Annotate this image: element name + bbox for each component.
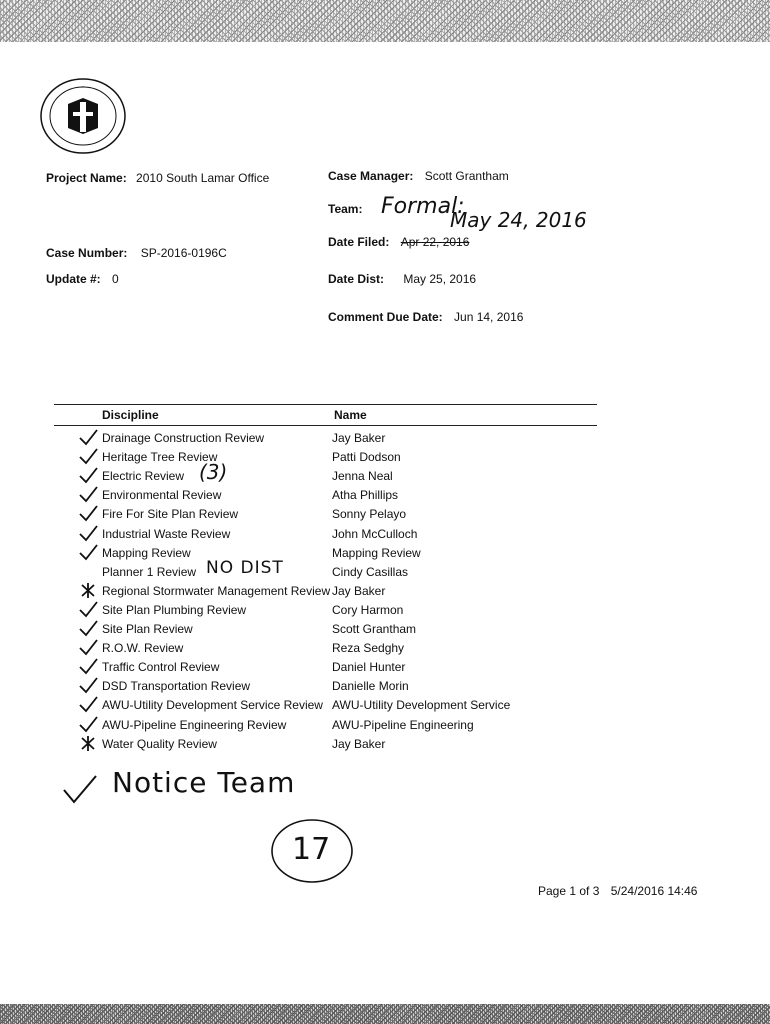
check-mark-icon <box>78 676 98 694</box>
empty-mark <box>78 562 98 580</box>
table-row <box>0 679 770 698</box>
table-header-rule <box>54 425 597 426</box>
asterisk-mark-icon <box>78 734 98 752</box>
case-manager-value: Scott Grantham <box>424 169 509 183</box>
team-field <box>328 202 362 216</box>
discipline-cell: Drainage Construction Review <box>102 431 265 445</box>
discipline-cell: Water Quality Review <box>102 736 217 751</box>
discipline-cell: AWU-Utility Development Service Review <box>102 698 323 713</box>
reviewer-name-cell: Sonny Pelayo <box>332 507 407 522</box>
table-top-rule <box>54 404 597 405</box>
table-row <box>0 603 770 622</box>
comment-due-value: Jun 14, 2016 <box>454 310 524 324</box>
date-filed-field <box>328 235 469 249</box>
table-row <box>0 641 770 660</box>
table-row <box>0 507 770 526</box>
team-label: Team: <box>328 202 363 216</box>
discipline-cell: Heritage Tree Review <box>102 450 218 465</box>
table-row <box>0 469 770 488</box>
project-name-value: 2010 South Lamar Office <box>136 171 270 185</box>
reviewer-name-cell: Cory Harmon <box>332 602 404 617</box>
handwritten-formal: Formal: <box>381 194 465 219</box>
handwritten-planner-note: NO DIST <box>206 558 284 578</box>
table-row <box>0 660 770 679</box>
update-value: 0 <box>112 272 119 286</box>
reviewer-name-cell: Cindy Casillas <box>332 564 409 579</box>
table-row <box>0 584 770 603</box>
handwritten-formal-date: May 24, 2016 <box>450 208 587 232</box>
table-row <box>0 488 770 507</box>
discipline-cell: Electric Review <box>102 469 185 484</box>
discipline-cell: Traffic Control Review <box>102 660 220 675</box>
discipline-cell: Industrial Waste Review <box>102 526 231 541</box>
scan-noise-bottom <box>0 1004 770 1024</box>
discipline-cell: Planner 1 Review <box>102 564 197 579</box>
check-mark-icon <box>78 466 98 484</box>
date-dist-value: May 25, 2016 <box>403 272 477 286</box>
discipline-cell: Environmental Review <box>102 488 222 503</box>
table-row <box>0 546 770 565</box>
date-dist-label: Date Dist: <box>328 272 385 286</box>
name-header: Name <box>334 408 367 422</box>
update-field <box>46 272 119 286</box>
table-row <box>0 450 770 469</box>
reviewer-name-cell: Atha Phillips <box>332 488 399 503</box>
check-mark-icon <box>78 485 98 503</box>
discipline-cell: Site Plan Plumbing Review <box>102 602 247 617</box>
comment-due-field <box>328 310 523 324</box>
reviewer-name-cell: Jay Baker <box>332 431 386 445</box>
case-number-label: Case Number: <box>46 246 128 260</box>
check-mark-icon <box>78 543 98 561</box>
discipline-cell: AWU-Pipeline Engineering Review <box>102 717 287 732</box>
reviewer-name-cell: Scott Grantham <box>332 622 417 636</box>
page-footer <box>538 884 697 898</box>
date-filed-label: Date Filed: <box>328 235 390 249</box>
check-mark-icon <box>78 619 98 637</box>
reviewer-name-cell: AWU-Utility Development Service <box>332 698 511 713</box>
check-mark-icon <box>78 638 98 656</box>
table-row <box>0 527 770 546</box>
handwritten-check-icon <box>60 772 100 806</box>
check-mark-icon <box>78 600 98 618</box>
reviewer-name-cell: Jay Baker <box>332 583 386 598</box>
check-mark-icon <box>78 695 98 713</box>
check-mark-icon <box>78 504 98 522</box>
page-counter: Page 1 of 3 <box>538 884 600 898</box>
table-row <box>0 698 770 717</box>
handwritten-electric-note: (3) <box>199 460 228 484</box>
discipline-cell: R.O.W. Review <box>102 641 184 656</box>
discipline-cell: Mapping Review <box>102 545 191 560</box>
discipline-cell: DSD Transportation Review <box>102 679 251 694</box>
city-seal-icon <box>38 76 128 156</box>
check-mark-icon <box>78 428 98 446</box>
discipline-header: Discipline <box>102 408 159 422</box>
date-filed-value: Apr 22, 2016 <box>400 235 470 249</box>
circled-page-number: 17 <box>292 832 331 867</box>
reviewer-name-cell: Mapping Review <box>332 545 421 560</box>
svg-text:·: · <box>82 84 84 90</box>
check-mark-icon <box>78 715 98 733</box>
table-row <box>0 622 770 641</box>
table-row <box>0 718 770 737</box>
asterisk-mark-icon <box>78 581 98 599</box>
case-number-value: SP-2016-0196C <box>140 246 227 260</box>
reviewer-name-cell: Jenna Neal <box>332 469 393 484</box>
reviewer-name-cell: Patti Dodson <box>332 450 401 465</box>
check-mark-icon <box>78 524 98 542</box>
case-number-field <box>46 246 227 260</box>
project-name-label: Project Name: <box>46 171 127 185</box>
discipline-cell: Site Plan Review <box>102 622 193 636</box>
handwritten-notice-team: Notice Team <box>112 766 296 799</box>
reviewer-name-cell: Jay Baker <box>332 736 386 751</box>
discipline-cell: Regional Stormwater Management Review <box>102 583 330 598</box>
reviewer-name-cell: AWU-Pipeline Engineering <box>332 717 474 732</box>
print-timestamp: 5/24/2016 14:46 <box>610 884 698 898</box>
check-mark-icon <box>78 447 98 465</box>
reviewer-name-cell: Danielle Morin <box>332 679 409 694</box>
table-row <box>0 431 770 450</box>
discipline-cell: Fire For Site Plan Review <box>102 507 239 522</box>
comment-due-label: Comment Due Date: <box>328 310 443 324</box>
case-manager-field <box>328 169 509 183</box>
reviewer-name-cell: Daniel Hunter <box>332 660 406 675</box>
case-manager-label: Case Manager: <box>328 169 414 183</box>
reviewer-name-cell: Reza Sedghy <box>332 641 405 656</box>
check-mark-icon <box>78 657 98 675</box>
date-dist-field <box>328 272 476 286</box>
table-row <box>0 565 770 584</box>
scan-noise-top <box>0 0 770 42</box>
reviewer-name-cell: John McCulloch <box>332 526 418 541</box>
project-name-field <box>46 171 269 185</box>
table-row <box>0 737 770 756</box>
update-label: Update #: <box>46 272 101 286</box>
